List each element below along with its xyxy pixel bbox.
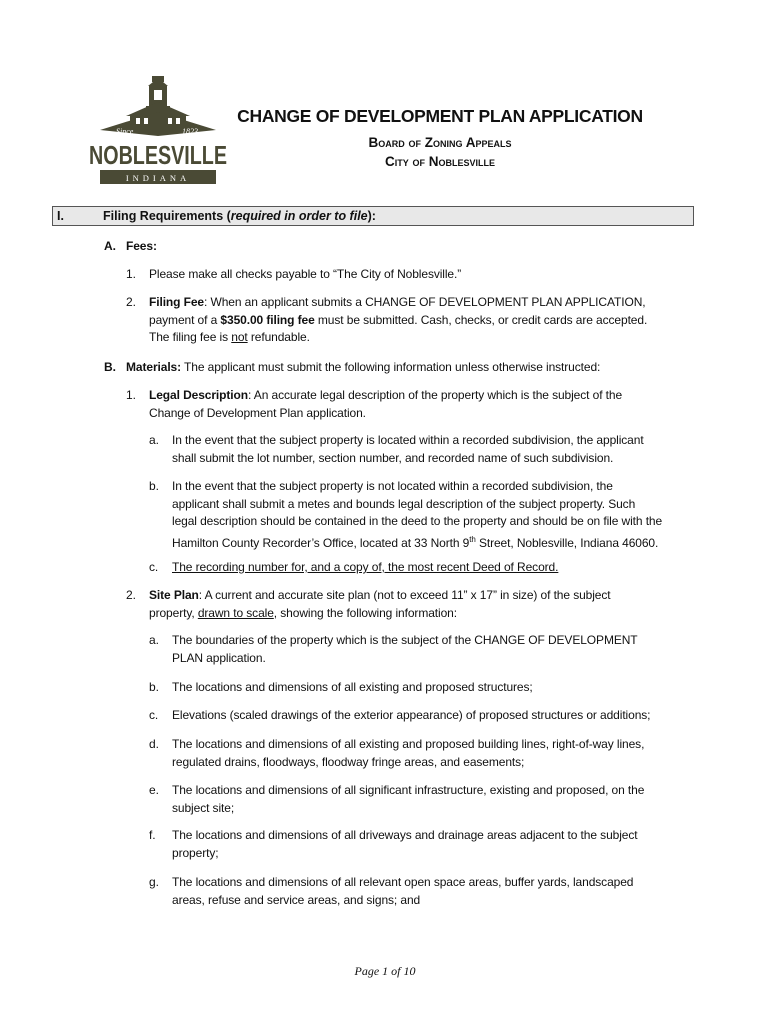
logo-year: 1823 (182, 127, 198, 136)
legal-description-line1: Legal Description: An accurate legal description of the property which is the subject of the (149, 388, 623, 402)
site-d-label: d. (149, 737, 159, 751)
legal-b-label: b. (149, 479, 159, 493)
fees-item-2-line1: Filing Fee: When an applicant submits a CHANGE OF DEVELOPMENT PLAN APPLICATION, (149, 295, 646, 309)
site-b-text: The locations and dimensions of all existing and proposed structures; (172, 680, 533, 694)
site-a-line1: The boundaries of the property which is the subject of the CHANGE OF DEVELOPMENT (172, 633, 638, 647)
site-c-text: Elevations (scaled drawings of the exterior appearance) of proposed structures or additions; (172, 708, 651, 722)
site-f-line2: property; (172, 845, 219, 860)
logo-state: INDIANA (125, 173, 191, 183)
header (200, 106, 680, 169)
fees-label: A. (104, 239, 116, 253)
section-title: Filing Requirements (required in order to file): (103, 209, 376, 223)
site-e-label: e. (149, 783, 159, 797)
legal-c-label: c. (149, 560, 159, 574)
section-number: I. (57, 209, 64, 223)
fees-item-1: Please make all checks payable to “The City of Noblesville.” (149, 267, 462, 281)
page-number: Page 1 of 10 (354, 964, 416, 978)
materials-item-2-num: 2. (126, 588, 136, 602)
site-a-line2: PLAN application. (172, 650, 266, 665)
logo-city: NOBLESVILLE (89, 140, 227, 170)
legal-description-line2: Change of Development Plan application. (149, 405, 366, 420)
site-g-line1: The locations and dimensions of all relevant open space areas, buffer yards, landscaped (172, 875, 634, 889)
legal-b-line1: In the event that the subject property is not located within a recorded subdivision, the (172, 479, 613, 493)
site-plan-line1: Site Plan: A current and accurate site plan (not to exceed 11” x 17” in size) of the subject (149, 588, 611, 602)
site-e-line2: subject site; (172, 800, 235, 815)
legal-b-line3: legal description should be contained in the deed to the property and should be on file with the (172, 514, 663, 528)
legal-b-line4: Hamilton County Recorder’s Office, located at 33 North 9th Street, Noblesville, Indiana 46060. (172, 534, 659, 550)
fees-item-2-num: 2. (126, 295, 136, 309)
site-a-label: a. (149, 633, 159, 647)
site-d-line1: The locations and dimensions of all existing and proposed building lines, right-of-way lines, (172, 737, 645, 751)
logo-since: Since (116, 127, 134, 136)
fees-item-1-num: 1. (126, 267, 136, 281)
page-subtitle: Board of Zoning Appeals (368, 135, 512, 150)
section-heading (52, 206, 694, 226)
materials-label: B. (104, 360, 116, 374)
page-subtitle-city: City of Noblesville (384, 154, 495, 169)
site-plan-line2: property, drawn to scale, showing the following information: (149, 605, 457, 620)
site-c-label: c. (149, 708, 159, 722)
site-e-line1: The locations and dimensions of all significant infrastructure, existing and proposed, on the (172, 783, 645, 797)
materials-item-1-num: 1. (126, 388, 136, 402)
legal-a-line2: shall submit the lot number, section number, and recorded name of such subdivision. (172, 450, 614, 465)
fees-item-2-line3: The filing fee is not refundable. (149, 330, 310, 344)
site-b-label: b. (149, 680, 159, 694)
page-title: CHANGE OF DEVELOPMENT PLAN APPLICATION (237, 106, 643, 126)
legal-a-label: a. (149, 433, 159, 447)
site-g-line2: areas, refuse and service areas, and signs; and (172, 892, 421, 907)
site-d-line2: regulated drains, floodways, floodway fringe areas, and easements; (172, 754, 525, 769)
legal-a-line1: In the event that the subject property is located within a recorded subdivision, the applicant (172, 433, 644, 447)
site-f-line1: The locations and dimensions of all driveways and drainage areas adjacent to the subject (172, 828, 638, 842)
site-f-label: f. (149, 828, 156, 842)
fees-item-2-line2: payment of a $350.00 filing fee must be submitted. Cash, checks, or credit cards are accepted. (149, 312, 648, 327)
fees-title: Fees: (126, 239, 157, 253)
materials-intro: Materials: The applicant must submit the following information unless otherwise instructed: (126, 360, 601, 374)
legal-c-text: The recording number for, and a copy of, the most recent Deed of Record. (172, 560, 559, 574)
legal-b-line2: applicant shall submit a metes and bounds legal description of the subject property. Such (172, 496, 636, 511)
site-g-label: g. (149, 875, 159, 889)
